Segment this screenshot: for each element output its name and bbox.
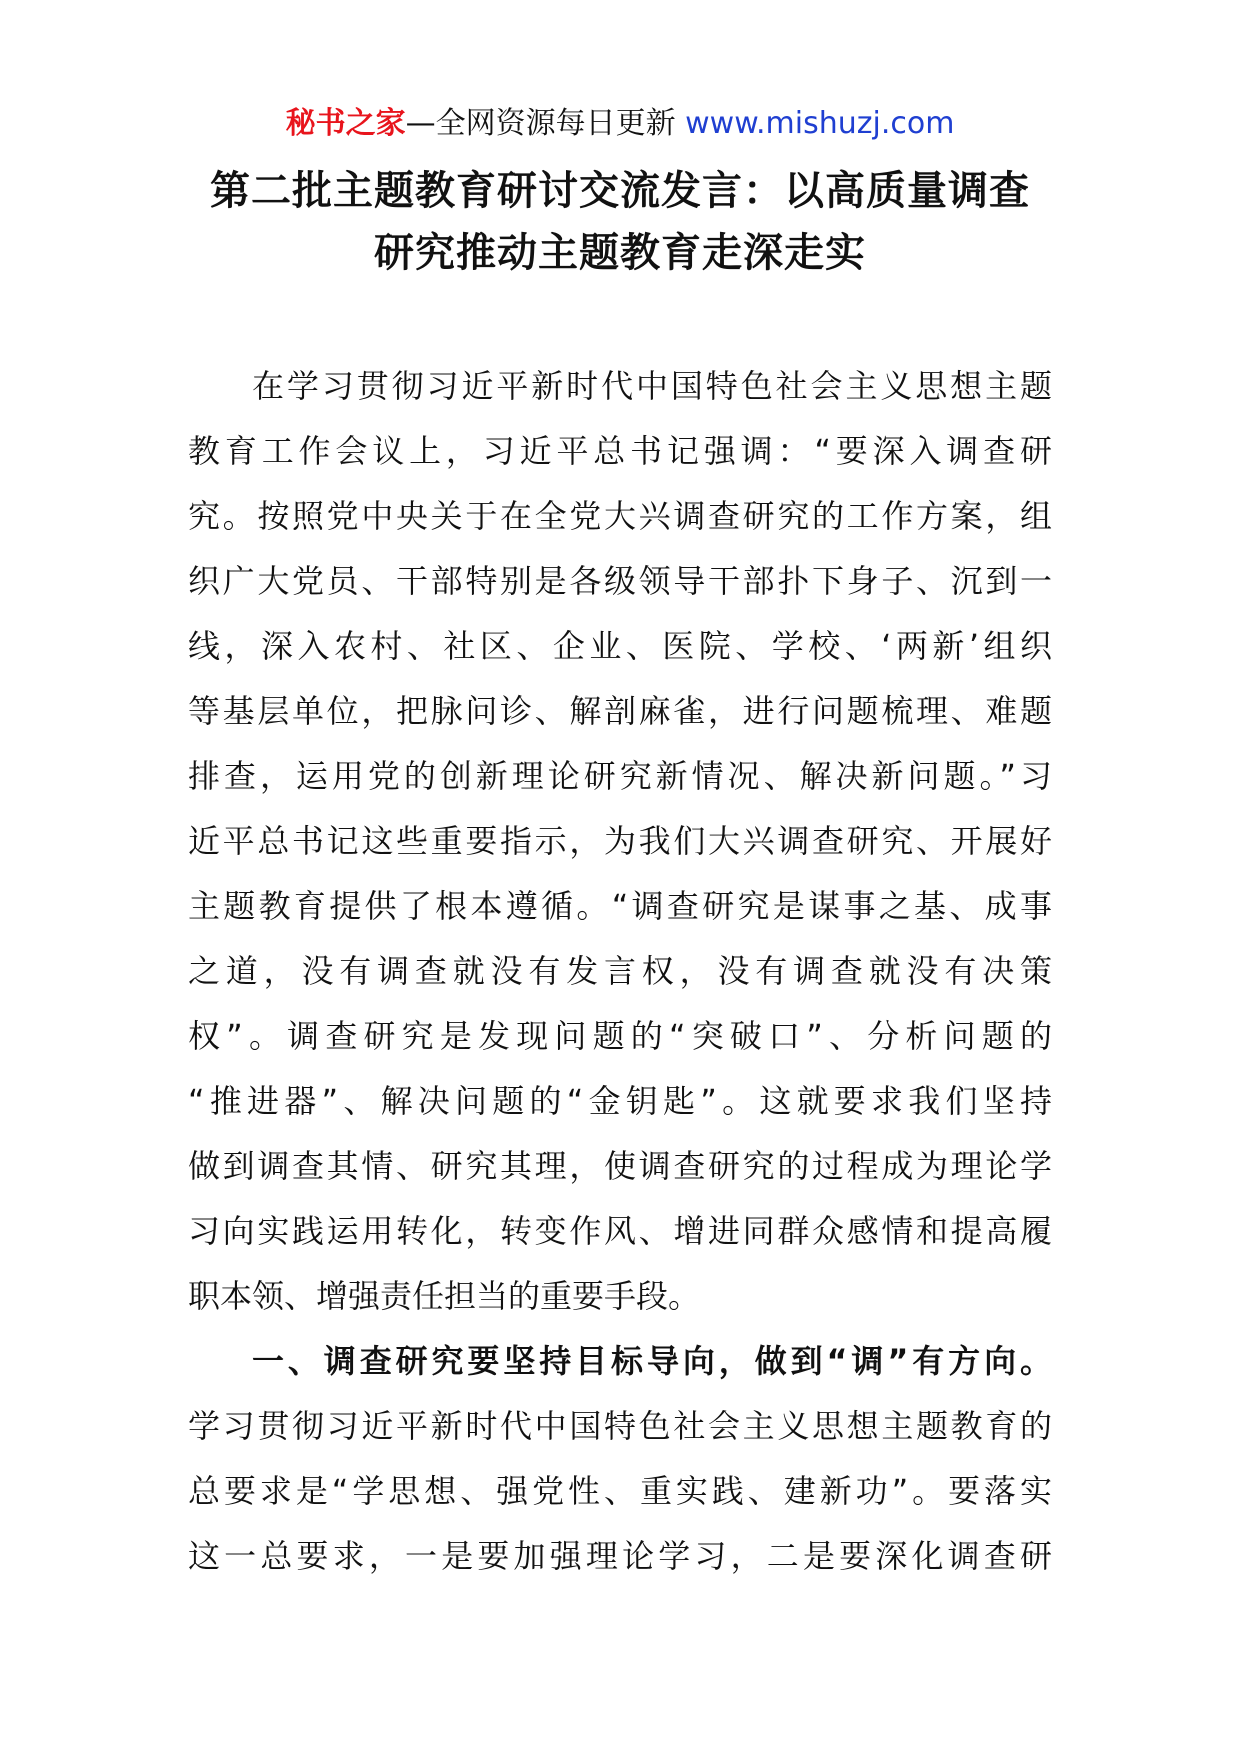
site-tagline: —全网资源每日更新 <box>405 106 676 141</box>
paragraph-1-line-9: 主题教育提供了根本遵循。“调查研究是谋事之基、成事 <box>188 887 1052 925</box>
paragraph-1-line-15: 职本领、增强责任担当的重要手段。 <box>188 1277 701 1315</box>
paragraph-2-line-3: 这一总要求，一是要加强理论学习，二是要深化调查研 <box>188 1537 1052 1575</box>
site-url[interactable]: www.mishuzj.com <box>685 106 955 141</box>
paragraph-1-line-14: 习向实践运用转化，转变作风、增进同群众感情和提高履 <box>188 1212 1052 1250</box>
document-title-line-1: 第二批主题教育研讨交流发言：以高质量调查 <box>210 168 1030 214</box>
paragraph-1-line-2: 教育工作会议上，习近平总书记强调：“要深入调查研 <box>188 432 1052 470</box>
document-body <box>188 354 1052 1589</box>
paragraph-1-line-8: 近平总书记这些重要指示，为我们大兴调查研究、开展好 <box>188 822 1052 860</box>
paragraph-2-line-2: 总要求是“学思想、强党性、重实践、建新功”。要落实 <box>188 1472 1052 1510</box>
site-header <box>0 100 1240 148</box>
paragraph-1-line-10: 之道，没有调查就没有发言权，没有调查就没有决策 <box>188 952 1052 990</box>
paragraph-1-line-13: 做到调查其情、研究其理，使调查研究的过程成为理论学 <box>188 1147 1052 1185</box>
paragraph-1-line-1: 在学习贯彻习近平新时代中国特色社会主义思想主题 <box>252 367 1052 405</box>
site-brand: 秘书之家 <box>285 106 406 141</box>
paragraph-1-line-11: 权”。调查研究是发现问题的“突破口”、分析问题的 <box>188 1017 1052 1055</box>
paragraph-1-line-4: 织广大党员、干部特别是各级领导干部扑下身子、沉到一 <box>188 562 1052 600</box>
paragraph-1-line-7: 排查，运用党的创新理论研究新情况、解决新问题。”习 <box>188 757 1052 795</box>
paragraph-1-line-5: 线，深入农村、社区、企业、医院、学校、‘两新’组织 <box>188 627 1052 665</box>
paragraph-1-line-12: “推进器”、解决问题的“金钥匙”。这就要求我们坚持 <box>188 1082 1052 1120</box>
paragraph-1-line-3: 究。按照党中央关于在全党大兴调查研究的工作方案，组 <box>188 497 1052 535</box>
paragraph-1-line-6: 等基层单位，把脉问诊、解剖麻雀，进行问题梳理、难题 <box>188 692 1052 730</box>
document-title-line-2: 研究推动主题教育走深走实 <box>374 230 866 276</box>
section-heading-1: 一、调查研究要坚持目标导向，做到“调”有方向。 <box>252 1342 1052 1380</box>
paragraph-2-line-1: 学习贯彻习近平新时代中国特色社会主义思想主题教育的 <box>188 1407 1052 1445</box>
document-title <box>100 160 1140 284</box>
